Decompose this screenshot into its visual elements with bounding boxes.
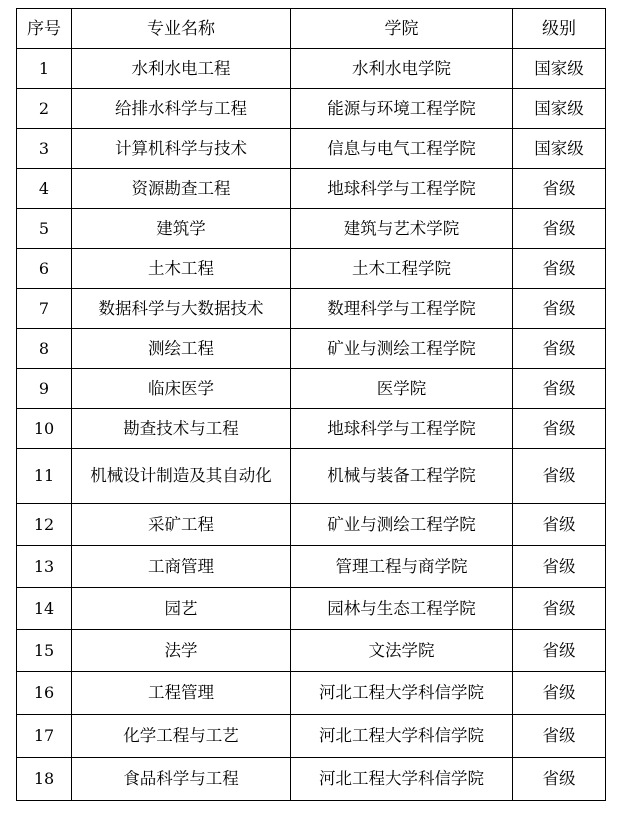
cell-level: 省级 <box>513 449 606 504</box>
table-header-row <box>17 9 606 49</box>
cell-college: 河北工程大学科信学院 <box>291 715 513 758</box>
cell-college: 河北工程大学科信学院 <box>291 672 513 715</box>
cell-college: 信息与电气工程学院 <box>291 129 513 169</box>
cell-college: 水利水电学院 <box>291 49 513 89</box>
cell-level: 省级 <box>513 715 606 758</box>
cell-college: 建筑与艺术学院 <box>291 209 513 249</box>
table-row <box>17 672 606 715</box>
table-row <box>17 546 606 588</box>
cell-college: 地球科学与工程学院 <box>291 409 513 449</box>
cell-level: 省级 <box>513 546 606 588</box>
table-row <box>17 504 606 546</box>
cell-college: 医学院 <box>291 369 513 409</box>
table-row <box>17 249 606 289</box>
cell-num: 6 <box>17 249 72 289</box>
cell-num: 3 <box>17 129 72 169</box>
cell-num: 1 <box>17 49 72 89</box>
cell-num: 10 <box>17 409 72 449</box>
cell-major: 资源勘查工程 <box>72 169 291 209</box>
table-row <box>17 449 606 504</box>
cell-college: 土木工程学院 <box>291 249 513 289</box>
cell-num: 15 <box>17 630 72 672</box>
cell-num: 12 <box>17 504 72 546</box>
cell-level: 国家级 <box>513 49 606 89</box>
cell-num: 18 <box>17 758 72 801</box>
table-row <box>17 169 606 209</box>
cell-level: 省级 <box>513 329 606 369</box>
cell-num: 14 <box>17 588 72 630</box>
cell-major: 水利水电工程 <box>72 49 291 89</box>
cell-major: 临床医学 <box>72 369 291 409</box>
cell-level: 省级 <box>513 409 606 449</box>
cell-major: 给排水科学与工程 <box>72 89 291 129</box>
header-college: 学院 <box>291 9 513 49</box>
cell-major: 机械设计制造及其自动化 <box>72 449 291 504</box>
cell-major: 食品科学与工程 <box>72 758 291 801</box>
cell-num: 2 <box>17 89 72 129</box>
table-row <box>17 630 606 672</box>
cell-college: 机械与装备工程学院 <box>291 449 513 504</box>
cell-major: 工商管理 <box>72 546 291 588</box>
cell-num: 17 <box>17 715 72 758</box>
table-row <box>17 49 606 89</box>
table-row <box>17 758 606 801</box>
table-row <box>17 129 606 169</box>
table-row <box>17 329 606 369</box>
cell-level: 省级 <box>513 504 606 546</box>
cell-college: 文法学院 <box>291 630 513 672</box>
cell-college: 地球科学与工程学院 <box>291 169 513 209</box>
cell-level: 国家级 <box>513 89 606 129</box>
cell-num: 11 <box>17 449 72 504</box>
table-row <box>17 409 606 449</box>
cell-major: 土木工程 <box>72 249 291 289</box>
cell-college: 矿业与测绘工程学院 <box>291 329 513 369</box>
cell-num: 9 <box>17 369 72 409</box>
table-row <box>17 89 606 129</box>
cell-major: 测绘工程 <box>72 329 291 369</box>
cell-major: 化学工程与工艺 <box>72 715 291 758</box>
cell-major: 法学 <box>72 630 291 672</box>
cell-college: 能源与环境工程学院 <box>291 89 513 129</box>
header-level: 级别 <box>513 9 606 49</box>
cell-level: 省级 <box>513 369 606 409</box>
table-row <box>17 289 606 329</box>
table-row <box>17 369 606 409</box>
cell-major: 工程管理 <box>72 672 291 715</box>
cell-major: 采矿工程 <box>72 504 291 546</box>
cell-level: 省级 <box>513 249 606 289</box>
cell-college: 数理科学与工程学院 <box>291 289 513 329</box>
cell-num: 7 <box>17 289 72 329</box>
cell-level: 省级 <box>513 588 606 630</box>
header-num: 序号 <box>17 9 72 49</box>
cell-num: 16 <box>17 672 72 715</box>
cell-major: 园艺 <box>72 588 291 630</box>
cell-level: 省级 <box>513 169 606 209</box>
table-row <box>17 209 606 249</box>
cell-num: 8 <box>17 329 72 369</box>
cell-num: 5 <box>17 209 72 249</box>
cell-level: 省级 <box>513 672 606 715</box>
cell-level: 国家级 <box>513 129 606 169</box>
cell-num: 13 <box>17 546 72 588</box>
cell-num: 4 <box>17 169 72 209</box>
cell-level: 省级 <box>513 758 606 801</box>
cell-college: 河北工程大学科信学院 <box>291 758 513 801</box>
cell-major: 数据科学与大数据技术 <box>72 289 291 329</box>
table-row <box>17 715 606 758</box>
cell-level: 省级 <box>513 289 606 329</box>
cell-level: 省级 <box>513 630 606 672</box>
cell-college: 矿业与测绘工程学院 <box>291 504 513 546</box>
majors-table <box>16 8 606 801</box>
header-major: 专业名称 <box>72 9 291 49</box>
cell-major: 建筑学 <box>72 209 291 249</box>
table-row <box>17 588 606 630</box>
cell-major: 勘查技术与工程 <box>72 409 291 449</box>
cell-college: 管理工程与商学院 <box>291 546 513 588</box>
cell-major: 计算机科学与技术 <box>72 129 291 169</box>
cell-level: 省级 <box>513 209 606 249</box>
cell-college: 园林与生态工程学院 <box>291 588 513 630</box>
